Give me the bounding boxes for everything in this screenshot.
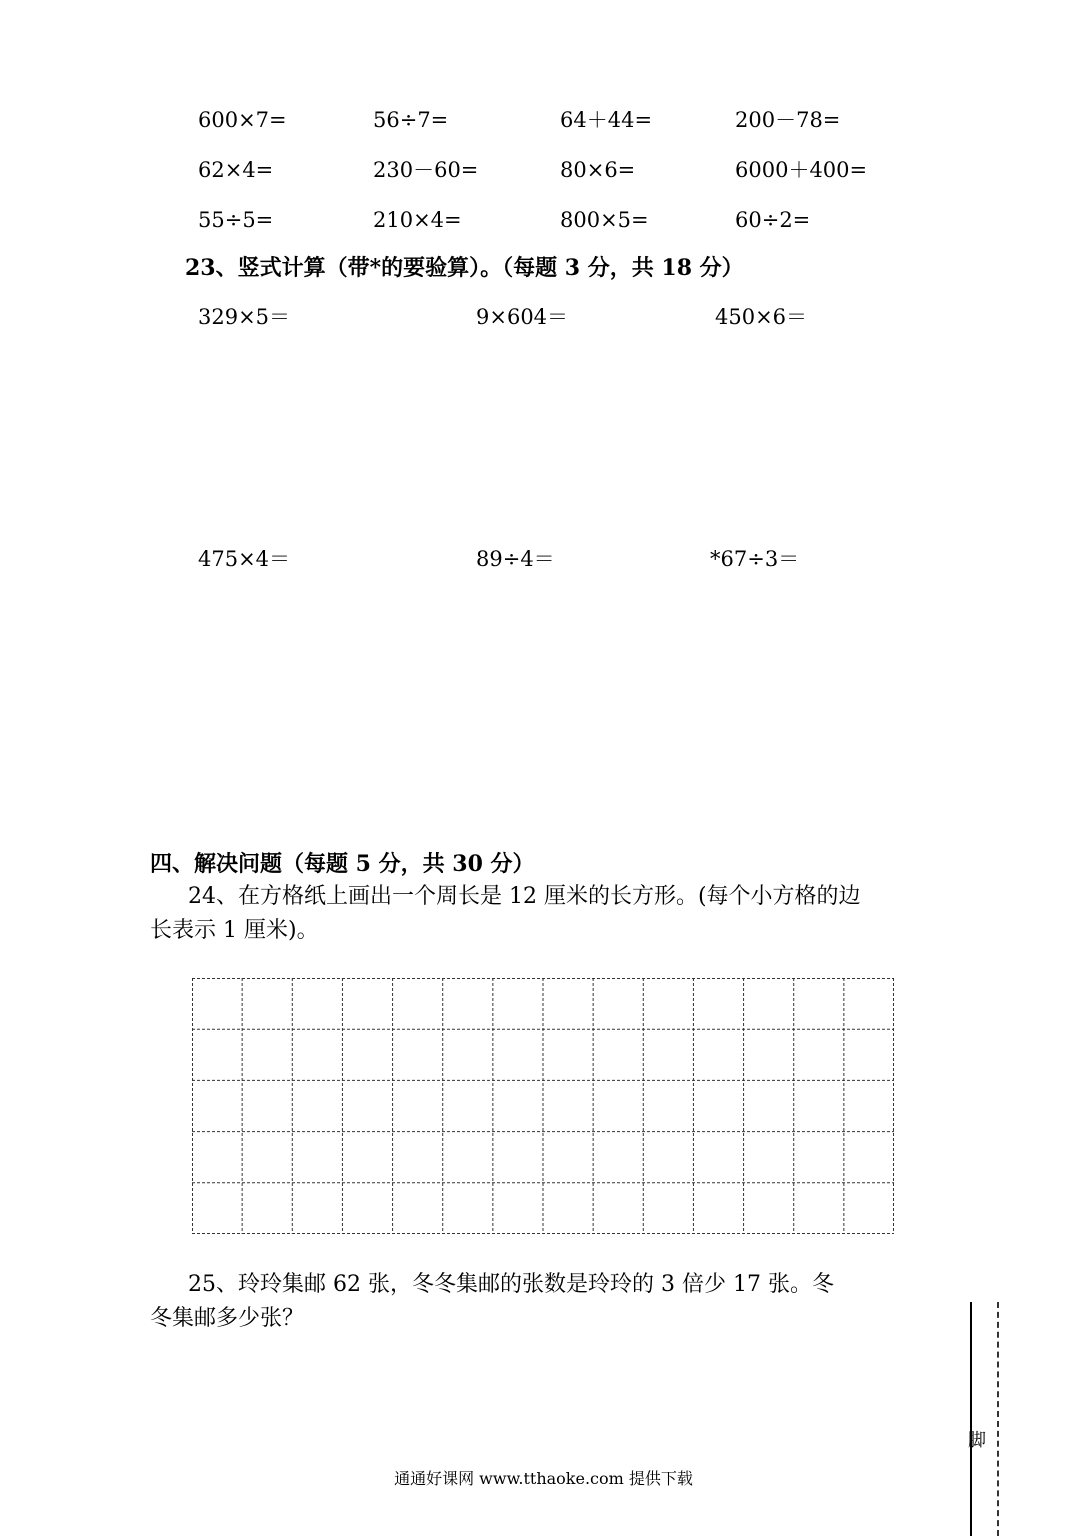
vertical-calc-item: *67÷3＝ bbox=[710, 547, 800, 571]
square-grid-paper[interactable] bbox=[192, 978, 894, 1234]
binding-line-dashed bbox=[997, 1302, 999, 1536]
vertical-calc-item: 475×4＝ bbox=[198, 547, 291, 571]
question-23-title: 23、竖式计算（带*的要验算）。（每题 3 分，共 18 分） bbox=[185, 255, 744, 281]
question-25-line-2: 冬集邮多少张？ bbox=[150, 1306, 305, 1331]
oral-item: 62×4= bbox=[198, 158, 274, 182]
oral-item: 210×4= bbox=[373, 208, 462, 232]
question-24-line-2: 长表示 1 厘米)。 bbox=[150, 918, 319, 943]
oral-item: 600×7= bbox=[198, 108, 287, 132]
oral-item: 60÷2= bbox=[735, 208, 811, 232]
vertical-calc-item: 329×5＝ bbox=[198, 305, 291, 329]
oral-item: 56÷7= bbox=[373, 108, 449, 132]
oral-item: 64＋44= bbox=[560, 108, 653, 132]
oral-item: 200－78= bbox=[735, 108, 841, 132]
oral-item: 6000＋400= bbox=[735, 158, 868, 182]
question-24-line-1: 24、在方格纸上画出一个周长是 12 厘米的长方形。(每个小方格的边 bbox=[188, 884, 861, 909]
oral-item: 55÷5= bbox=[198, 208, 274, 232]
binding-margin-mark: 脚 bbox=[968, 1430, 986, 1451]
oral-item: 80×6= bbox=[560, 158, 636, 182]
vertical-calc-item: 89÷4＝ bbox=[476, 547, 555, 571]
question-25-line-1: 25、玲玲集邮 62 张，冬冬集邮的张数是玲玲的 3 倍少 17 张。冬 bbox=[188, 1272, 834, 1297]
vertical-calc-item: 9×604＝ bbox=[476, 305, 569, 329]
binding-line-solid bbox=[970, 1302, 972, 1536]
footer-source: 通通好课网 www.tthaoke.com 提供下载 bbox=[394, 1469, 693, 1488]
section-4-title: 四、解决问题（每题 5 分，共 30 分） bbox=[150, 851, 535, 877]
vertical-calc-item: 450×6＝ bbox=[715, 305, 808, 329]
oral-item: 230－60= bbox=[373, 158, 479, 182]
oral-item: 800×5= bbox=[560, 208, 649, 232]
